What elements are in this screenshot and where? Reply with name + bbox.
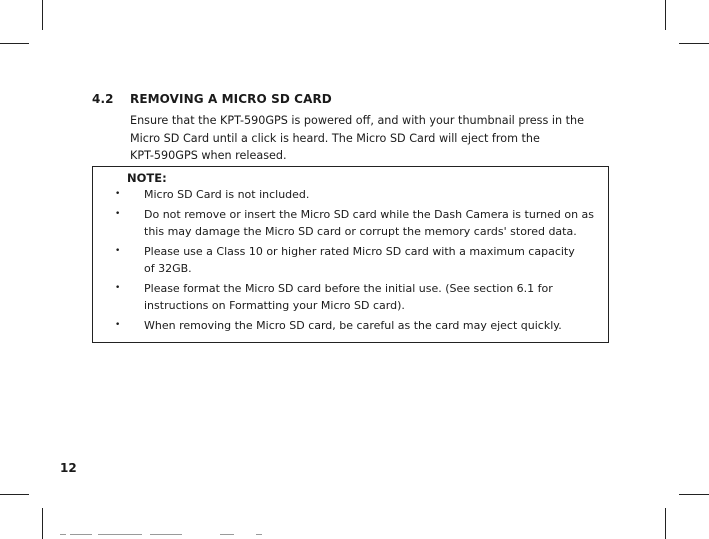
crop-mark-bottom-right-vertical: [665, 508, 666, 539]
bullet-icon: •: [115, 283, 121, 293]
section-title: REMOVING A MICRO SD CARD: [130, 92, 332, 106]
note-item: [112, 206, 602, 240]
intro-paragraph: [130, 112, 610, 165]
printer-slug-marks: [60, 533, 280, 537]
note-list: [112, 186, 602, 337]
note-item: [112, 243, 602, 277]
intro-line: Micro SD Card until a click is heard. The Micro SD Card will eject from the: [130, 131, 540, 145]
note-item: [112, 317, 602, 334]
section-number: 4.2: [92, 92, 114, 106]
note-item: [112, 186, 602, 203]
crop-mark-top-right-vertical: [665, 0, 666, 30]
crop-mark-bottom-left-vertical: [42, 508, 43, 539]
note-item-line: Do not remove or insert the Micro SD card while the Dash Camera is turned on as: [144, 208, 595, 221]
note-item-line: When removing the Micro SD card, be careful as the card may eject quickly.: [144, 319, 562, 332]
note-title: NOTE:: [127, 171, 167, 185]
note-item-line: instructions on Formatting your Micro SD card).: [144, 299, 405, 312]
page-number: 12: [60, 461, 77, 475]
crop-mark-top-left-vertical: [42, 0, 43, 30]
crop-mark-top-left-horizontal: [0, 43, 29, 44]
note-item: [112, 280, 602, 314]
intro-line: Ensure that the KPT-590GPS is powered off, and with your thumbnail press in the: [130, 114, 585, 127]
bullet-icon: •: [115, 320, 121, 330]
bullet-icon: •: [115, 189, 121, 199]
note-item-line: Micro SD Card is not included.: [144, 188, 310, 201]
section-heading: [92, 92, 332, 106]
note-item-line: this may damage the Micro SD card or corrupt the memory cards' stored data.: [144, 225, 577, 238]
note-item-line: Please format the Micro SD card before the initial use. (See section 6.1 for: [144, 282, 553, 295]
crop-mark-bottom-right-horizontal: [679, 494, 709, 495]
note-item-line: of 32GB.: [144, 262, 192, 275]
crop-mark-bottom-left-horizontal: [0, 494, 29, 495]
note-item-line: Please use a Class 10 or higher rated Micro SD card with a maximum capacity: [144, 245, 575, 258]
intro-line: KPT-590GPS when released.: [130, 149, 287, 162]
crop-mark-top-right-horizontal: [679, 43, 709, 44]
bullet-icon: •: [115, 209, 121, 219]
bullet-icon: •: [115, 246, 121, 256]
